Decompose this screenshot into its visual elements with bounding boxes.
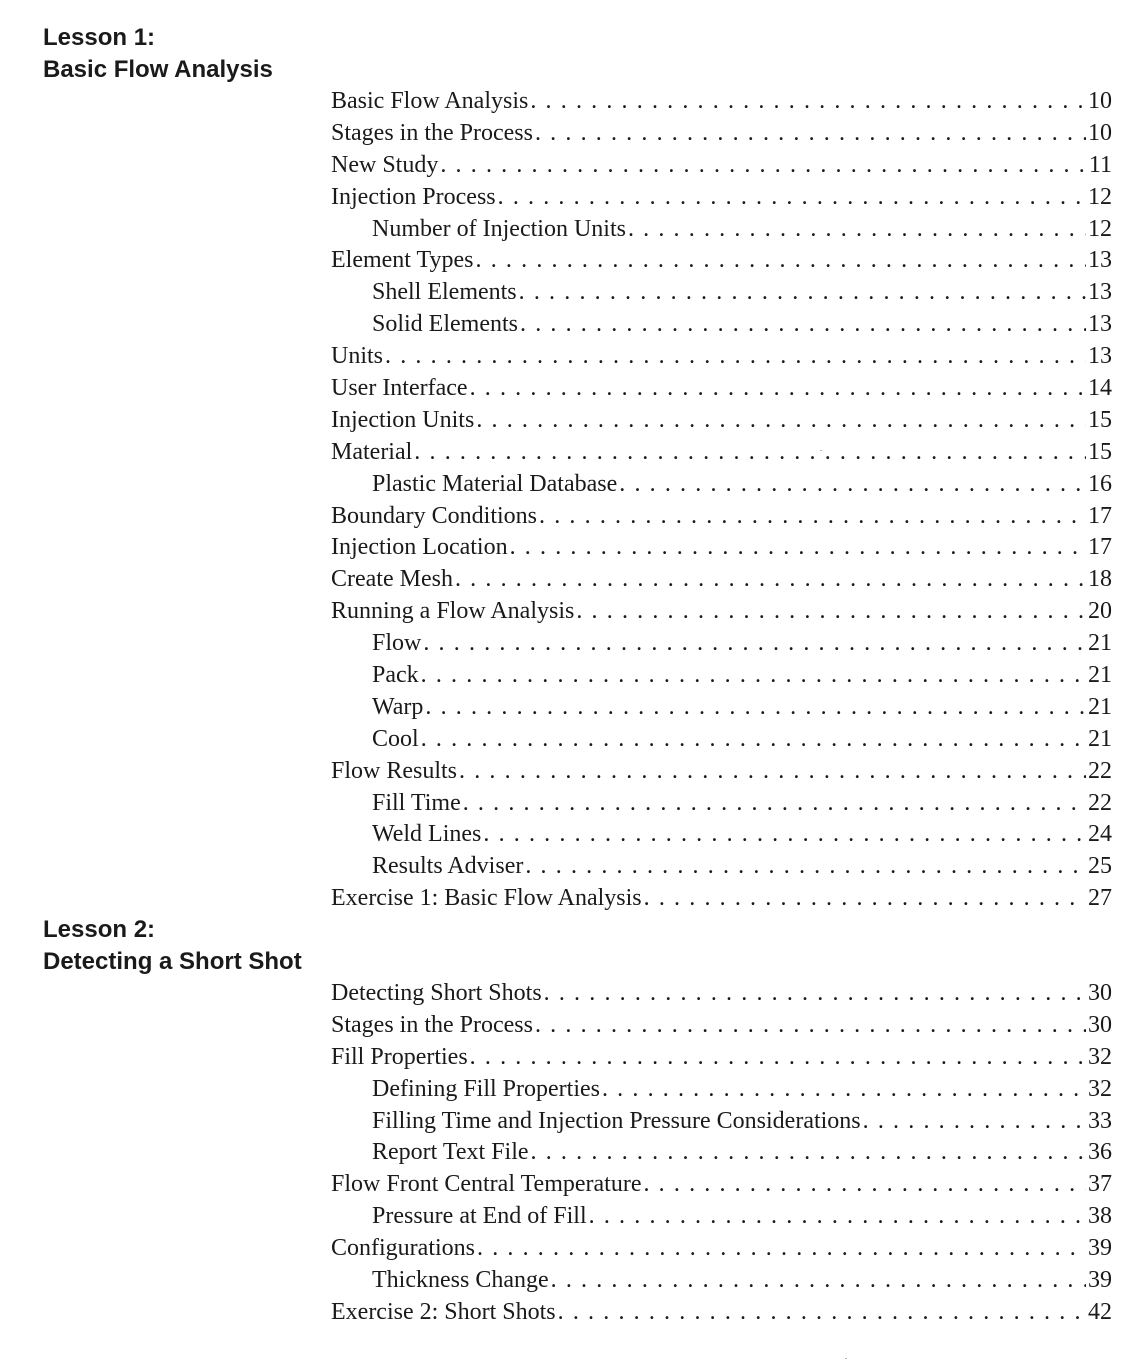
dot-leader [440, 150, 1087, 182]
toc-entry [331, 660, 1112, 692]
dot-leader [463, 788, 1086, 820]
toc-entry [331, 978, 1112, 1010]
toc-entry-title: Detecting Short Shots [331, 980, 542, 1006]
toc-entry-page-number: 13 [1088, 247, 1112, 274]
toc-entry-title: Running a Flow Analysis [331, 598, 575, 625]
toc-entry [331, 1042, 1112, 1074]
dot-leader [423, 628, 1086, 660]
dot-leader [483, 819, 1086, 851]
dot-leader [414, 437, 1086, 469]
toc-entry [331, 214, 1112, 246]
toc-entry-page-number: 38 [1088, 1203, 1112, 1230]
dot-leader [459, 756, 1086, 788]
toc-entry-page-number: 27 [1088, 885, 1112, 912]
toc-entry-page-number: 39 [1088, 1267, 1112, 1294]
toc-entry-title: Exercise 2: Short Shots [331, 1298, 556, 1325]
toc-entry-page-number: 21 [1088, 630, 1112, 657]
dot-leader [425, 692, 1086, 724]
toc-entry-page-number: 39 [1088, 1235, 1112, 1262]
toc-entry-page-number: 13 [1088, 311, 1112, 338]
toc-entry-title: Warp [372, 693, 424, 720]
toc-entry [331, 1265, 1112, 1297]
toc-entry [331, 277, 1112, 309]
toc-entry-title: Flow Front Central Temperature [331, 1171, 642, 1198]
dot-leader [455, 564, 1086, 596]
toc-entry-title: Cool [372, 725, 419, 752]
toc-entry [331, 1106, 1112, 1138]
toc-entry-page-number: 36 [1088, 1139, 1112, 1166]
lesson-2-label: Lesson 2: [43, 916, 156, 943]
dot-leader [470, 373, 1086, 405]
dot-leader [477, 1233, 1086, 1265]
toc-entry-title: Boundary Conditions [331, 502, 538, 529]
toc-entry-title: Plastic Material Database [372, 470, 618, 497]
toc-entry-page-number: 20 [1088, 598, 1112, 625]
toc-entry [331, 596, 1112, 628]
toc-entry [331, 819, 1112, 851]
dot-leader [530, 86, 1086, 118]
dot-leader [558, 1297, 1086, 1329]
toc-entry [331, 756, 1112, 788]
dot-leader [644, 883, 1086, 915]
toc-entry-title: Report Text File [372, 1139, 529, 1166]
scan-speck [845, 1358, 847, 1359]
toc-entry-title: Exercise 1: Basic Flow Analysis [331, 885, 642, 912]
dot-leader [476, 405, 1086, 437]
dot-leader [498, 182, 1086, 214]
dot-leader [470, 1042, 1086, 1074]
toc-entry-title: Units [331, 343, 384, 370]
dot-leader [544, 978, 1086, 1010]
toc-entry-page-number: 12 [1088, 215, 1112, 242]
dot-leader [520, 309, 1086, 341]
toc-entry-title: Filling Time and Injection Pressure Considerations [372, 1107, 861, 1134]
dot-leader [576, 596, 1086, 628]
dot-leader [421, 724, 1086, 756]
toc-entry-page-number: 30 [1088, 1011, 1112, 1038]
toc-entry-page-number: 10 [1088, 88, 1112, 114]
toc-entry [331, 1137, 1112, 1169]
dot-leader [476, 245, 1086, 277]
toc-entry-title: Stages in the Process [331, 119, 533, 146]
toc-entry-title: Injection Location [331, 534, 508, 561]
lesson-1-title: Basic Flow Analysis [43, 56, 273, 83]
lesson-1-heading [43, 22, 273, 86]
lesson-2-heading [43, 914, 302, 978]
dot-leader [535, 1010, 1086, 1042]
toc-entry [331, 851, 1112, 883]
toc-entry-page-number: 14 [1088, 375, 1112, 402]
lesson-2-toc-list [331, 978, 1112, 1329]
lesson-1-toc-list [331, 86, 1112, 915]
toc-entry-page-number: 22 [1088, 789, 1112, 816]
toc-entry-page-number: 15 [1088, 438, 1112, 465]
toc-entry [331, 883, 1112, 915]
toc-entry [331, 1297, 1112, 1329]
toc-entry-page-number: 13 [1088, 343, 1112, 370]
dot-leader [602, 1074, 1086, 1106]
toc-entry [331, 309, 1112, 341]
toc-entry [331, 341, 1112, 373]
toc-entry-title: Thickness Change [372, 1267, 549, 1294]
toc-entry [331, 182, 1112, 214]
dot-leader [519, 277, 1086, 309]
scan-speck [820, 450, 822, 451]
toc-entry-title: Number of Injection Units [372, 215, 626, 242]
toc-entry [331, 437, 1112, 469]
toc-entry-page-number: 21 [1088, 693, 1112, 720]
toc-entry-page-number: 18 [1088, 566, 1112, 593]
toc-entry-title: New Study [331, 151, 439, 178]
dot-leader [421, 660, 1086, 692]
toc-entry [331, 1169, 1112, 1201]
toc-entry-page-number: 12 [1088, 183, 1112, 210]
toc-entry-title: Basic Flow Analysis [331, 88, 529, 114]
lesson-2-title: Detecting a Short Shot [43, 948, 302, 975]
toc-entry-page-number: 10 [1088, 119, 1112, 146]
toc-entry-title: Injection Process [331, 183, 496, 210]
toc-entry-page-number: 11 [1088, 151, 1112, 178]
toc-entry-title: Configurations [331, 1235, 475, 1262]
toc-entry-page-number: 30 [1088, 980, 1112, 1006]
toc-entry-title: Weld Lines [372, 821, 482, 848]
dot-leader [385, 341, 1086, 373]
toc-entry-title: Stages in the Process [331, 1011, 533, 1038]
dot-leader [589, 1201, 1086, 1233]
toc-entry [331, 501, 1112, 533]
toc-entry-title: Fill Properties [331, 1043, 468, 1070]
toc-entry [331, 1074, 1112, 1106]
toc-entry-page-number: 32 [1088, 1043, 1112, 1070]
toc-entry-page-number: 32 [1088, 1075, 1112, 1102]
toc-entry-page-number: 37 [1088, 1171, 1112, 1198]
toc-entry [331, 1010, 1112, 1042]
dot-leader [628, 214, 1086, 246]
dot-leader [551, 1265, 1086, 1297]
toc-entry [331, 628, 1112, 660]
toc-entry-title: Injection Units [331, 406, 475, 433]
dot-leader [531, 1137, 1086, 1169]
dot-leader [535, 118, 1086, 150]
dot-leader [643, 1169, 1086, 1201]
toc-entry [331, 373, 1112, 405]
toc-entry [331, 86, 1112, 118]
toc-entry [331, 1201, 1112, 1233]
toc-entry-title: Shell Elements [372, 279, 517, 306]
toc-entry-page-number: 33 [1088, 1107, 1112, 1134]
toc-entry-title: Defining Fill Properties [372, 1075, 600, 1102]
toc-entry-page-number: 22 [1088, 757, 1112, 784]
toc-entry-page-number: 25 [1088, 853, 1112, 880]
dot-leader [539, 501, 1086, 533]
toc-entry-title: Material [331, 438, 413, 465]
dot-leader [863, 1106, 1086, 1138]
toc-entry-title: User Interface [331, 375, 468, 402]
toc-entry [331, 532, 1112, 564]
toc-entry-title: Fill Time [372, 789, 461, 816]
toc-entry [331, 1233, 1112, 1265]
toc-entry [331, 469, 1112, 501]
toc-entry-page-number: 21 [1088, 725, 1112, 752]
toc-entry-page-number: 13 [1088, 279, 1112, 306]
toc-entry-title: Pack [372, 662, 419, 689]
toc-entry [331, 405, 1112, 437]
toc-entry-title: Flow [372, 630, 422, 657]
toc-entry [331, 150, 1112, 182]
toc-entry-page-number: 17 [1088, 502, 1112, 529]
dot-leader [510, 532, 1086, 564]
toc-entry-page-number: 24 [1088, 821, 1112, 848]
toc-entry-title: Solid Elements [372, 311, 518, 338]
dot-leader [525, 851, 1086, 883]
toc-entry-page-number: 15 [1088, 406, 1112, 433]
toc-entry-title: Flow Results [331, 757, 458, 784]
toc-entry [331, 118, 1112, 150]
toc-entry [331, 724, 1112, 756]
lesson-1-label: Lesson 1: [43, 24, 156, 51]
toc-entry [331, 245, 1112, 277]
toc-entry-page-number: 17 [1088, 534, 1112, 561]
dot-leader [619, 469, 1086, 501]
toc-entry-title: Pressure at End of Fill [372, 1203, 587, 1230]
toc-entry-page-number: 21 [1088, 662, 1112, 689]
toc-entry-title: Element Types [331, 247, 474, 274]
toc-entry [331, 788, 1112, 820]
toc-entry-title: Results Adviser [372, 853, 524, 880]
toc-entry [331, 692, 1112, 724]
toc-entry-title: Create Mesh [331, 566, 453, 593]
toc-entry [331, 564, 1112, 596]
toc-entry-page-number: 16 [1088, 470, 1112, 497]
toc-entry-page-number: 42 [1088, 1298, 1112, 1325]
